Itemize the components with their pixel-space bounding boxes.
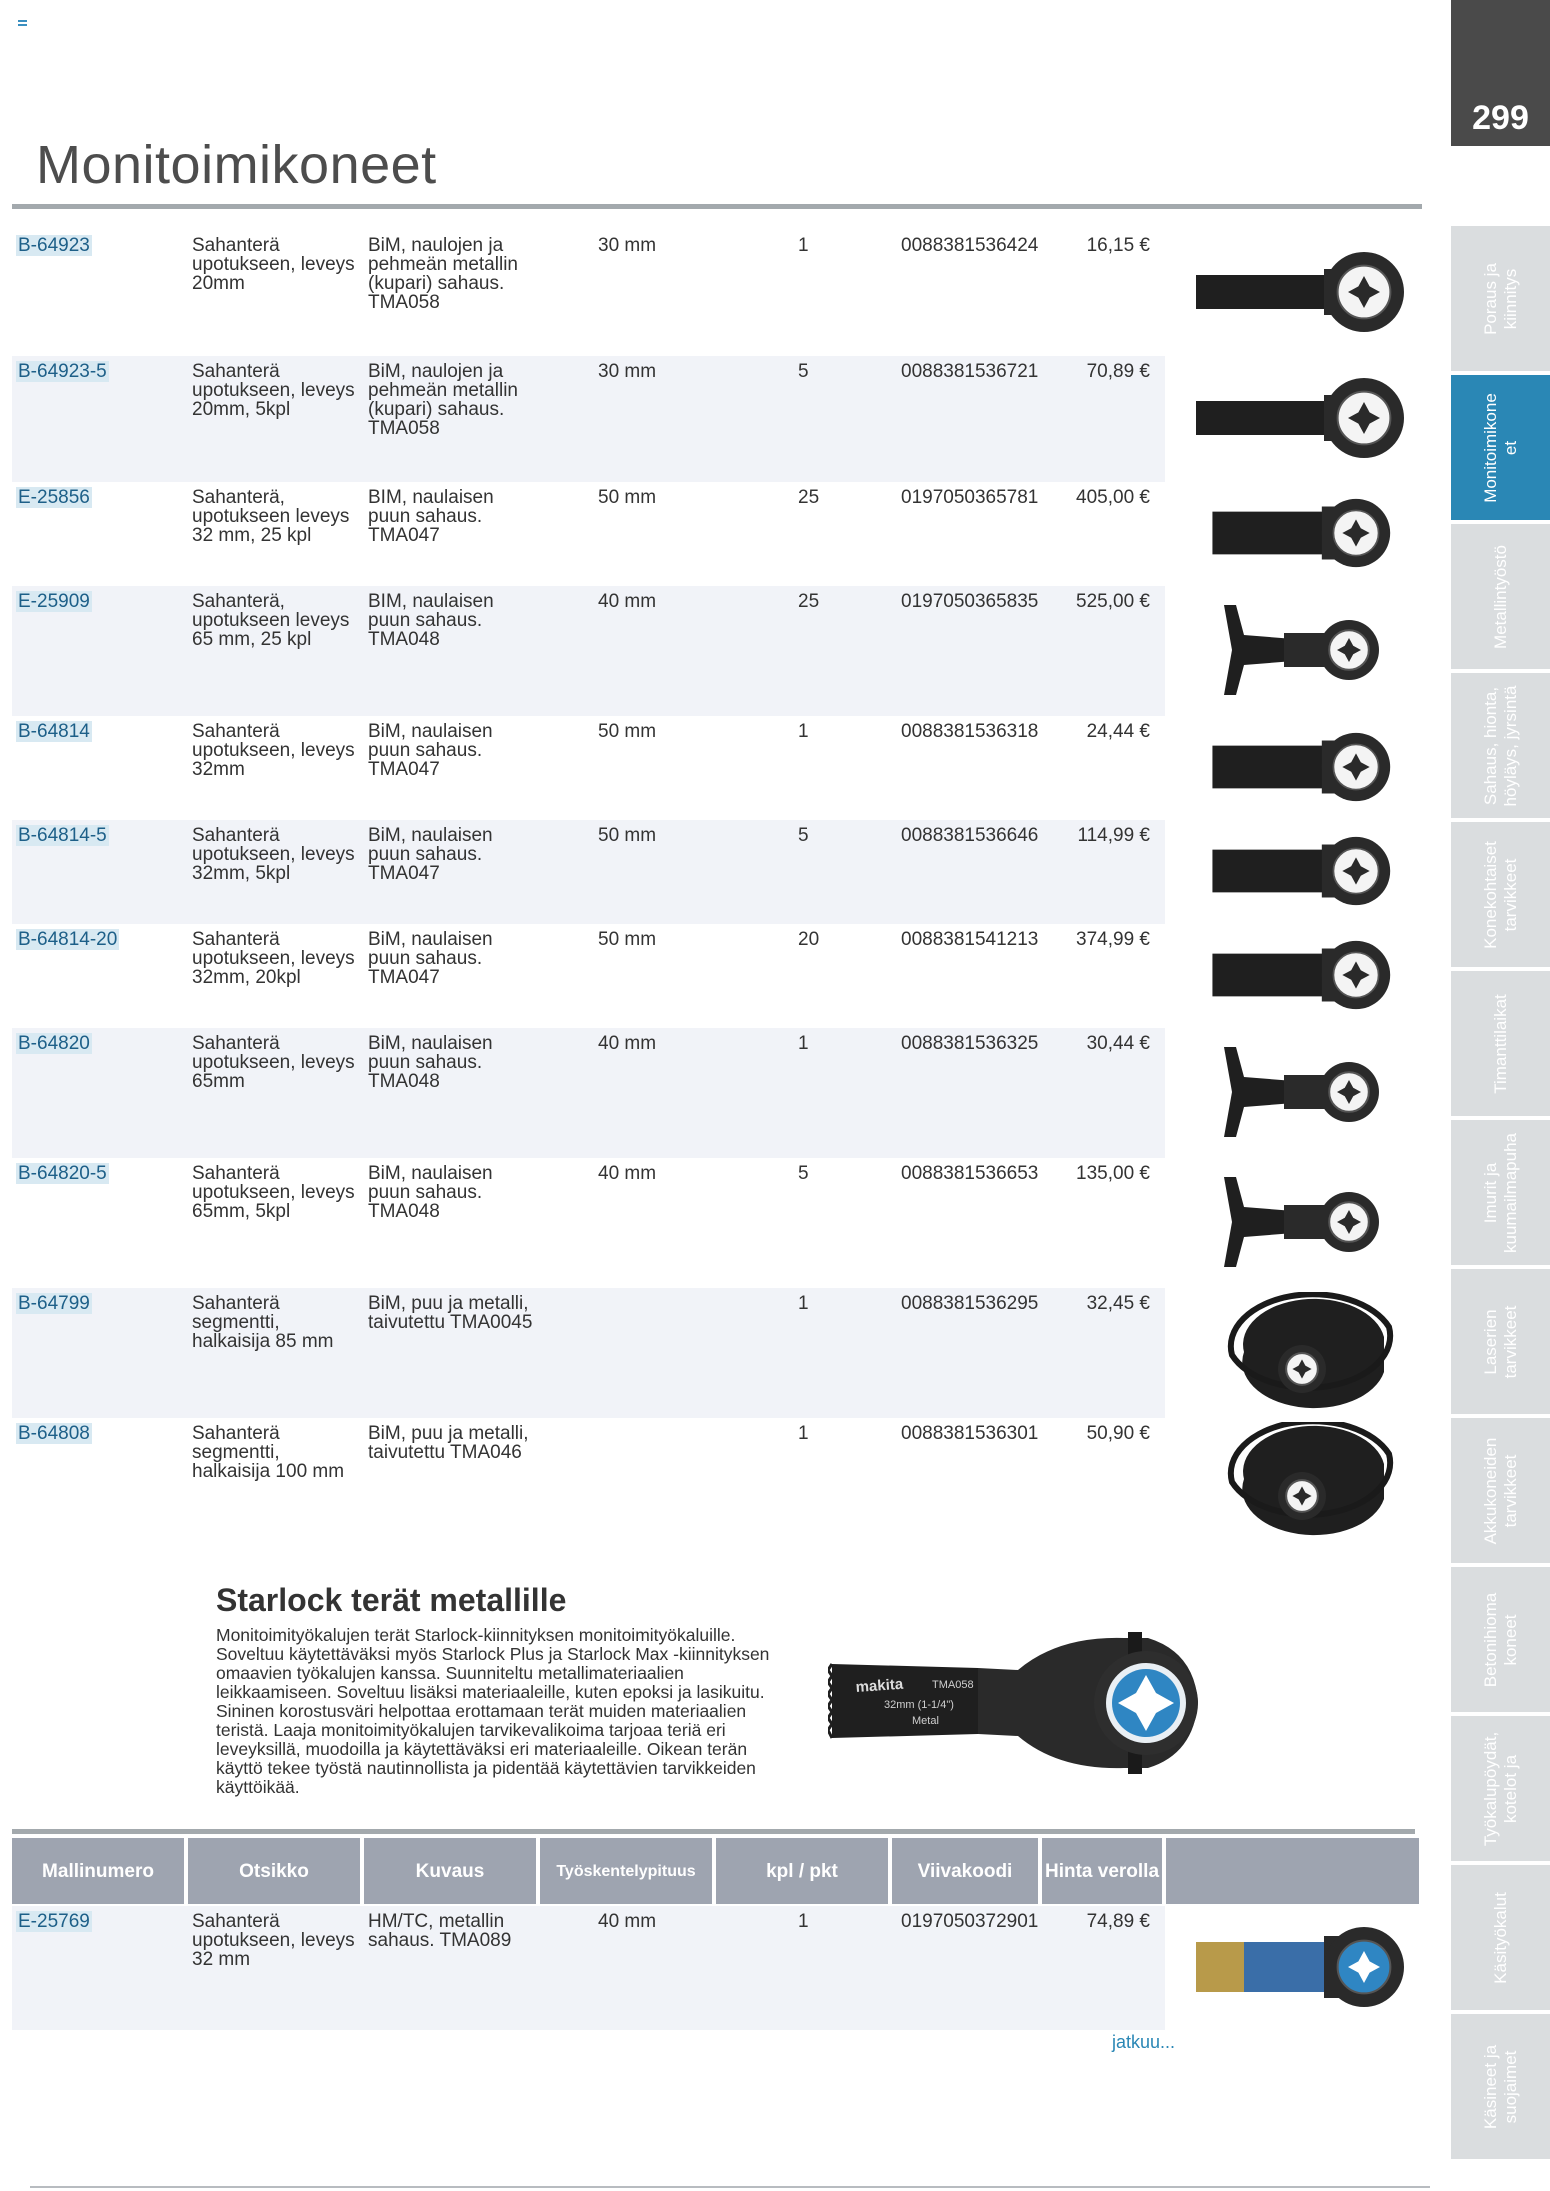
product-description: BiM, naulaisen puun sahaus. TMA048 xyxy=(368,1163,493,1222)
product-qty: 5 xyxy=(798,361,809,382)
product-row xyxy=(12,356,1165,482)
product-price: 74,89 € xyxy=(1086,1911,1150,1932)
side-tab-label: Timanttilaikat xyxy=(1490,993,1510,1094)
product-barcode: 0197050372901 xyxy=(901,1911,1039,1932)
product-length: 50 mm xyxy=(598,487,657,508)
section-title: Starlock terät metallille xyxy=(216,1582,567,1618)
product-table xyxy=(12,230,1165,1542)
side-tab-label: Käsityökalut xyxy=(1490,1891,1510,1984)
product-barcode: 0088381536295 xyxy=(901,1293,1039,1314)
side-tab-5[interactable] xyxy=(1451,971,1550,1116)
product-model-cell xyxy=(16,930,119,949)
product-price: 525,00 € xyxy=(1076,591,1150,612)
product-length: 50 mm xyxy=(598,929,657,950)
starlock-metal-blade-image xyxy=(828,1630,1204,1776)
side-tab-11[interactable] xyxy=(1451,1865,1550,2010)
product-title: Sahanterä segmentti, halkaisija 100 mm xyxy=(192,1423,345,1482)
product-description: HM/TC, metallin sahaus. TMA089 xyxy=(368,1911,512,1951)
product-price: 16,15 € xyxy=(1086,235,1150,256)
product-barcode: 0088381536325 xyxy=(901,1033,1039,1054)
product-length: 30 mm xyxy=(598,235,657,256)
side-tab-label: Poraus ja kiinnitys xyxy=(1480,262,1520,335)
product-model-cell xyxy=(16,826,109,845)
table2-header-4: kpl / pkt xyxy=(716,1838,888,1904)
side-tab-8[interactable] xyxy=(1451,1418,1550,1563)
product-title: Sahanterä upotukseen, leveys 65mm xyxy=(192,1033,355,1092)
menu-icon[interactable] xyxy=(18,20,27,26)
side-tab-label: Käsineet ja suojaimet xyxy=(1480,2044,1520,2129)
product-price: 114,99 € xyxy=(1077,825,1150,846)
product-qty: 1 xyxy=(798,1033,809,1054)
hero-brand-label: makita xyxy=(855,1675,904,1696)
table2-header-2: Kuvaus xyxy=(364,1838,536,1904)
product-model-cell xyxy=(16,488,92,507)
product-qty: 1 xyxy=(798,235,809,256)
product-title: Sahanterä upotukseen, leveys 32mm xyxy=(192,721,355,780)
side-tab-1[interactable] xyxy=(1451,375,1550,520)
side-tab-label: Imurit ja kuumailmapuha xyxy=(1480,1132,1520,1253)
product-model-number[interactable]: B-64820-5 xyxy=(18,1163,107,1184)
table2-header xyxy=(12,1838,1419,1904)
side-tab-0[interactable] xyxy=(1451,226,1550,371)
product-description: BiM, naulaisen puun sahaus. TMA047 xyxy=(368,929,493,988)
product-model-cell xyxy=(16,592,92,611)
product-barcode: 0088381536318 xyxy=(901,721,1039,742)
product-price: 135,00 € xyxy=(1076,1163,1150,1184)
product-title: Sahanterä, upotukseen leveys 65 mm, 25 kpl xyxy=(192,591,350,650)
product-barcode: 0197050365835 xyxy=(901,591,1039,612)
section-body: Monitoimityökalujen terät Starlock-kiinnityksen monitoimityökaluille. Soveltuu käytettäväksi myös Starlock Plus ja Starlock Max -kiinnityksen omaavien työkalujen kanssa. Suunniteltu metallimateriaalien leikkaamiseen. Soveltuu lisäksi materiaaleille, kuten epoksi ja lasikuitu. Sininen korostusväri helpottaa erottamaan terät muiden materiaalien teristä. Laaja monitoimityökalujen tarvikevalikoima tarjoaa teriä eri leveyksillä, muodoilla ja käytettäväksi eri materiaaleille. Oikean terän käyttö tekee työstä nautinnollista ja pidentää käytettävien tarvikkeiden käyttöikää. xyxy=(216,1625,770,1797)
product-model-number[interactable]: E-25856 xyxy=(18,487,90,508)
product-length: 50 mm xyxy=(598,721,657,742)
product-model-number[interactable]: B-64923 xyxy=(18,235,90,256)
product-description: BIM, naulaisen puun sahaus. TMA047 xyxy=(368,487,494,546)
side-tab-12[interactable] xyxy=(1451,2014,1550,2159)
hero-code-label: TMA058 xyxy=(932,1679,974,1691)
product-title: Sahanterä, upotukseen leveys 32 mm, 25 kpl xyxy=(192,487,350,546)
product-model-number[interactable]: E-25909 xyxy=(18,591,90,612)
product-model-cell xyxy=(16,722,92,741)
product-row xyxy=(12,1158,1165,1288)
product-model-number[interactable]: B-64814-5 xyxy=(18,825,107,846)
product-row xyxy=(12,820,1165,924)
side-tab-3[interactable] xyxy=(1451,673,1550,818)
product-row xyxy=(12,1028,1165,1158)
product-blade-image xyxy=(1184,234,1434,350)
page-number: 299 xyxy=(1472,99,1529,137)
product-length: 40 mm xyxy=(598,1911,657,1932)
product-model-number[interactable]: B-64808 xyxy=(18,1423,90,1444)
side-tab-label: Metallintyöstö xyxy=(1490,544,1510,649)
table2-header-5: Viivakoodi xyxy=(892,1838,1038,1904)
side-tab-nav xyxy=(1451,226,1550,2163)
side-tab-label: Sahaus, hionta, höyläys, jyrsintä xyxy=(1480,685,1520,806)
side-tab-4[interactable] xyxy=(1451,822,1550,967)
product-price: 32,45 € xyxy=(1086,1293,1150,1314)
product-qty: 1 xyxy=(798,1293,809,1314)
product-row xyxy=(12,482,1165,586)
product-blade-image xyxy=(1184,1912,1434,2022)
product-description: BIM, naulaisen puun sahaus. TMA048 xyxy=(368,591,494,650)
side-tab-6[interactable] xyxy=(1451,1120,1550,1265)
product-qty: 1 xyxy=(798,1423,809,1444)
product-row xyxy=(12,716,1165,820)
product-description: BiM, naulaisen puun sahaus. TMA047 xyxy=(368,721,493,780)
product-length: 40 mm xyxy=(598,1163,657,1184)
product-model-cell xyxy=(16,1034,92,1053)
table2-divider xyxy=(12,1829,1415,1834)
product-price: 24,44 € xyxy=(1086,721,1150,742)
product-price: 30,44 € xyxy=(1086,1033,1150,1054)
product-price: 70,89 € xyxy=(1086,361,1150,382)
product-title: Sahanterä upotukseen, leveys 32mm, 20kpl xyxy=(192,929,355,988)
product-barcode: 0088381536424 xyxy=(901,235,1039,256)
product-row xyxy=(12,586,1165,716)
table2-header-0: Mallinumero xyxy=(12,1838,184,1904)
product-price: 405,00 € xyxy=(1076,487,1150,508)
title-divider xyxy=(12,204,1422,209)
product-row xyxy=(12,1288,1165,1418)
product-model-number[interactable]: B-64814 xyxy=(18,721,90,742)
product-title: Sahanterä upotukseen, leveys 32mm, 5kpl xyxy=(192,825,355,884)
product-barcode: 0197050365781 xyxy=(901,487,1039,508)
product-qty: 5 xyxy=(798,825,809,846)
side-tab-label: Akkukoneiden tarvikkeet xyxy=(1480,1437,1520,1544)
product-barcode: 0088381536301 xyxy=(901,1423,1039,1444)
table2-row xyxy=(12,1906,1165,2030)
product-length: 40 mm xyxy=(598,1033,657,1054)
continue-link[interactable]: jatkuu... xyxy=(1112,2032,1176,2052)
product-qty: 25 xyxy=(798,487,820,508)
product-blade-image xyxy=(1184,486,1434,580)
product-model-cell xyxy=(16,1912,92,1931)
product-blade-image xyxy=(1184,1032,1434,1152)
product-model-cell xyxy=(16,1424,92,1443)
product-blade-image xyxy=(1184,1422,1434,1536)
product-description: BiM, naulaisen puun sahaus. TMA047 xyxy=(368,825,493,884)
product-qty: 20 xyxy=(798,929,820,950)
product-description: BiM, naulaisen puun sahaus. TMA048 xyxy=(368,1033,493,1092)
side-tab-label: Laserien tarvikkeet xyxy=(1480,1305,1520,1378)
product-row xyxy=(12,1418,1165,1542)
product-blade-image xyxy=(1184,360,1434,476)
side-tab-label: Työkalupöydät, kotelot ja xyxy=(1480,1731,1520,1846)
side-tab-label: Betonihioma koneet xyxy=(1480,1592,1520,1687)
product-model-number[interactable]: E-25769 xyxy=(18,1911,90,1932)
product-model-number[interactable]: B-64923-5 xyxy=(18,361,107,382)
product-description: BiM, puu ja metalli, taivutettu TMA0045 xyxy=(368,1293,533,1333)
product-title: Sahanterä upotukseen, leveys 20mm xyxy=(192,235,355,294)
product-model-cell xyxy=(16,362,109,381)
side-tab-2[interactable] xyxy=(1451,524,1550,669)
product-qty: 1 xyxy=(798,1911,809,1932)
product-model-number[interactable]: B-64799 xyxy=(18,1293,90,1314)
product-description: BiM, naulojen ja pehmeän metallin (kupari) sahaus. TMA058 xyxy=(368,361,518,439)
side-tab-7[interactable] xyxy=(1451,1269,1550,1414)
product-length: 30 mm xyxy=(598,361,657,382)
product-barcode: 0088381541213 xyxy=(901,929,1039,950)
product-barcode: 0088381536646 xyxy=(901,825,1039,846)
product-model-number[interactable]: B-64820 xyxy=(18,1033,90,1054)
product-blade-image xyxy=(1184,928,1434,1022)
side-tab-10[interactable] xyxy=(1451,1716,1550,1861)
product-title: Sahanterä upotukseen, leveys 65mm, 5kpl xyxy=(192,1163,355,1222)
table2-header-3: Työskentelypituus xyxy=(540,1838,712,1904)
product-blade-image xyxy=(1184,824,1434,918)
side-tab-label: Monitoimikone et xyxy=(1480,392,1520,503)
product-title: Sahanterä segmentti, halkaisija 85 mm xyxy=(192,1293,334,1352)
table2-header-1: Otsikko xyxy=(188,1838,360,1904)
product-row xyxy=(12,924,1165,1028)
product-qty: 5 xyxy=(798,1163,809,1184)
product-blade-image xyxy=(1184,590,1434,710)
product-model-cell xyxy=(16,1164,109,1183)
bottom-divider xyxy=(30,2186,1430,2188)
page-title: Monitoimikoneet xyxy=(36,135,437,195)
product-blade-image xyxy=(1184,1292,1434,1412)
product-price: 50,90 € xyxy=(1086,1423,1150,1444)
hero-material-label: Metal xyxy=(912,1715,939,1727)
product-blade-image xyxy=(1184,720,1434,814)
side-tab-9[interactable] xyxy=(1451,1567,1550,1712)
product-blade-image xyxy=(1184,1162,1434,1282)
product-barcode: 0088381536653 xyxy=(901,1163,1039,1184)
product-qty: 1 xyxy=(798,721,809,742)
product-model-number[interactable]: B-64814-20 xyxy=(18,929,118,950)
product-barcode: 0088381536721 xyxy=(901,361,1039,382)
product-title: Sahanterä upotukseen, leveys 32 mm xyxy=(192,1911,355,1970)
page-number-box xyxy=(1451,0,1550,146)
product-description: BiM, puu ja metalli, taivutettu TMA046 xyxy=(368,1423,529,1463)
product-price: 374,99 € xyxy=(1076,929,1150,950)
product-model-cell xyxy=(16,1294,92,1313)
product-qty: 25 xyxy=(798,591,820,612)
table2-header-7 xyxy=(1166,1838,1419,1904)
side-tab-label: Konekohtaiset tarvikkeet xyxy=(1480,840,1520,949)
product-row xyxy=(12,230,1165,356)
product-description: BiM, naulojen ja pehmeän metallin (kupari) sahaus. TMA058 xyxy=(368,235,518,313)
product-model-cell xyxy=(16,236,92,255)
product-title: Sahanterä upotukseen, leveys 20mm, 5kpl xyxy=(192,361,355,420)
table2-header-6: Hinta verolla xyxy=(1042,1838,1162,1904)
product-length: 40 mm xyxy=(598,591,657,612)
hero-size-label: 32mm (1-1/4") xyxy=(884,1699,954,1711)
product-length: 50 mm xyxy=(598,825,657,846)
